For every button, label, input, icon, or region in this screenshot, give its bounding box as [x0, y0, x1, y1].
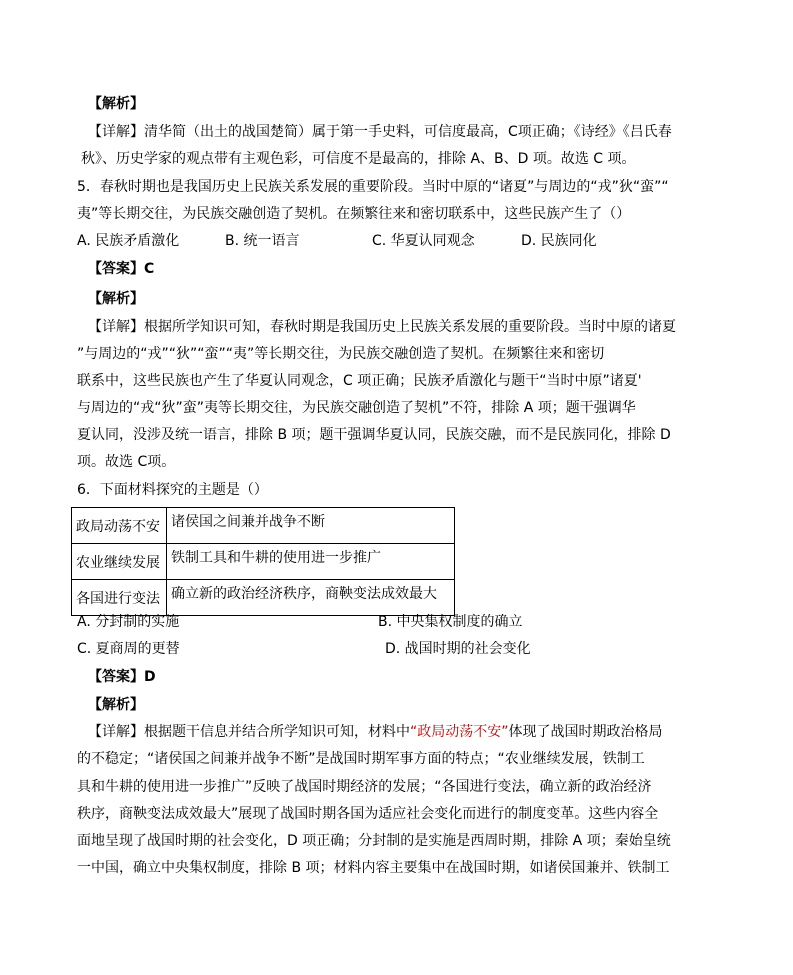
q5-detail-line: 联系中，这些民族也产生了华夏认同观念，C 项正确；民族矛盾激化与题干“当时中原”诸夏' — [77, 373, 642, 389]
q5-detail-line: 夏认同，没涉及统一语言，排除 B 项；题干强调华夏认同，民族交融，而不是民族同化，排除 D — [77, 427, 671, 443]
q5-stem-line: 夷”等长期交往，为民族交融创造了契机。在频繁往来和密切联系中，这些民族产生了（） — [77, 206, 631, 222]
detail-text: 体现了战国时期政治格局 — [508, 724, 663, 740]
q5-stem-line: 5．春秋时期也是我国历史上民族关系发展的重要阶段。当时中原的“诸夏”与周边的“戎”狄“蛮”“ — [77, 179, 669, 195]
table-cell-key: 各国进行变法 — [72, 580, 167, 616]
table-cell-key: 政局动荡不安 — [72, 508, 167, 544]
q6-stem: 6．下面材料探究的主题是（） — [77, 482, 268, 498]
q6-material-table — [71, 507, 455, 616]
quoted-phrase: “政局动荡不安” — [410, 724, 509, 740]
q6-detail-line: 的不稳定；“诸侯国之间兼并战争不断”是战国时期军事方面的特点；“农业继续发展，铁制工 — [77, 751, 645, 767]
q6-detail-line: 一中国，确立中央集权制度，排除 B 项；材料内容主要集中在战国时期，如诸侯国兼并、铁制工 — [77, 860, 670, 876]
table-cell-value: 诸侯国之间兼并战争不断 — [167, 508, 455, 544]
q6-option-a: A. 分封制的实施 — [77, 614, 180, 630]
q4-detail-line: 秋》、历史学家的观点带有主观色彩，可信度不是最高的，排除 A、B、D 项。故选 C 项。 — [81, 151, 636, 167]
q6-detail-line: 面地呈现了战国时期的社会变化，D 项正确；分封制的是实施是西周时期，排除 A 项；秦始皇统 — [77, 833, 671, 849]
q6-detail-line: 秩序，商鞅变法成效最大”展现了战国时期各国为适应社会变化而进行的制度变革。这些内容全 — [77, 806, 659, 822]
q6-option-d: D. 战国时期的社会变化 — [385, 641, 531, 657]
table-row — [72, 580, 455, 616]
q6-detail-line: 具和牛耕的使用进一步推广”反映了战国时期经济的发展；“各国进行变法，确立新的政治经济 — [77, 779, 652, 795]
q5-option-b: B. 统一语言 — [225, 233, 300, 249]
q5-detail-line: ”与周边的“戎”“狄”“蛮”“夷”等长期交往，为民族交融创造了契机。在频繁往来和密切 — [77, 346, 605, 362]
q6-answer: 【答案】D — [88, 669, 156, 685]
q6-option-b: B. 中央集权制度的确立 — [378, 614, 523, 630]
q6-jiexi-label: 【解析】 — [88, 697, 144, 713]
detail-text: 【详解】根据题干信息并结合所学知识可知，材料中 — [88, 724, 410, 740]
table-cell-value: 铁制工具和牛耕的使用进一步推广 — [167, 544, 455, 580]
q5-option-a: A. 民族矛盾激化 — [77, 233, 180, 249]
q4-detail-line: 【详解】清华简（出土的战国楚简）属于第一手史料，可信度最高，C项正确；《诗经》《吕氏春 — [88, 124, 672, 140]
q5-detail-line: 与周边的“戎“狄”蛮”夷等长期交往，为民族交融创造了契机”不符，排除 A 项；题干强调华 — [77, 400, 636, 416]
q4-jiexi-label: 【解析】 — [88, 96, 144, 112]
table-row — [72, 508, 455, 544]
q5-option-c: C. 华夏认同观念 — [372, 233, 475, 249]
q5-option-d: D. 民族同化 — [521, 233, 597, 249]
table-cell-value: 确立新的政治经济秩序，商鞅变法成效最大 — [167, 580, 455, 616]
q5-detail-line: 【详解】根据所学知识可知，春秋时期是我国历史上民族关系发展的重要阶段。当时中原的诸夏 — [88, 319, 676, 335]
table-cell-key: 农业继续发展 — [72, 544, 167, 580]
table-row — [72, 544, 455, 580]
q5-detail-line: 项。故选 C项。 — [77, 454, 176, 470]
q5-answer: 【答案】C — [88, 261, 155, 277]
q6-detail-line — [88, 722, 663, 742]
q6-option-c: C. 夏商周的更替 — [77, 641, 180, 657]
q5-jiexi-label: 【解析】 — [88, 291, 144, 307]
